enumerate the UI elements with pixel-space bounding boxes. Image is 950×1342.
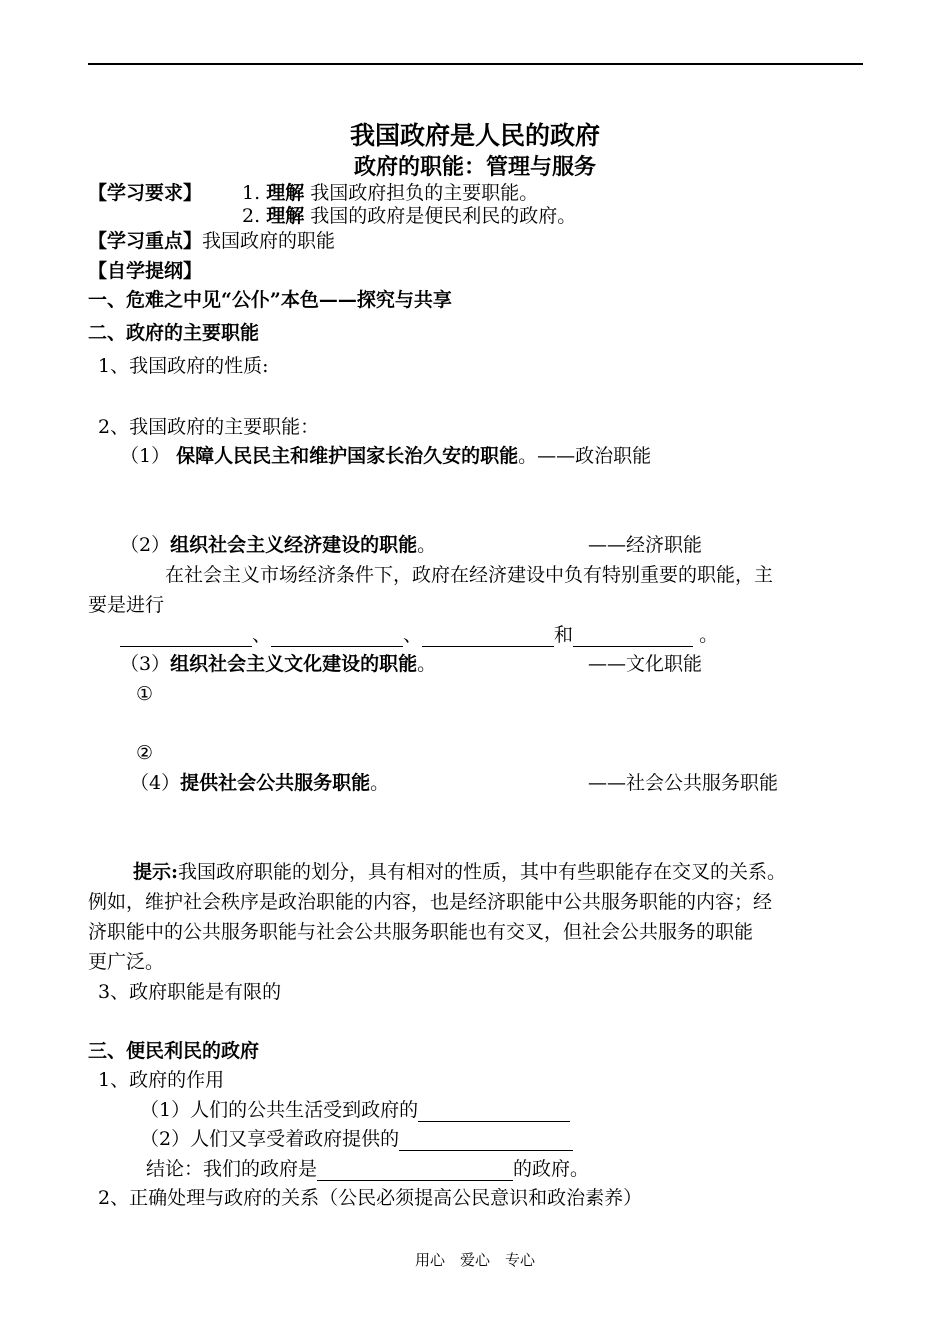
section3-item2: 2、正确处理与政府的关系（公民必须提高公民意识和政治素养） [98, 1187, 643, 1209]
hint-line4: 更广泛。 [88, 951, 165, 973]
requirement-num: 1. [242, 182, 261, 204]
conclusion-text: 结论：我们的政府是 [146, 1158, 318, 1180]
fill-blank[interactable] [120, 628, 252, 647]
function-public-service-tag: ——社会公共服务职能 [588, 772, 779, 794]
period: 。 [699, 624, 719, 646]
page-footer: 用心 爱心 专心 [414, 1251, 535, 1269]
function-economic-tag: ——经济职能 [588, 534, 703, 556]
requirement-text: 我国政府担负的主要职能。 [310, 182, 539, 204]
section3-item1: 1、政府的作用 [98, 1069, 225, 1091]
function-political [120, 444, 651, 468]
circle-item-1: ① [136, 683, 154, 705]
section3-heading: 三、便民利民的政府 [88, 1040, 260, 1062]
requirement-item [242, 181, 538, 205]
section2-item3: 3、政府职能是有限的 [98, 981, 282, 1003]
hint-line3: 济职能中的公共服务职能与社会公共服务职能也有交叉，但社会公共服务的职能 [88, 921, 754, 943]
fill-blank[interactable] [271, 628, 403, 647]
fill-blank[interactable] [317, 1162, 513, 1181]
economic-blanks [120, 623, 718, 647]
economic-paragraph-line1: 在社会主义市场经济条件下，政府在经济建设中负有特别重要的职能，主 [165, 564, 774, 586]
function-end: 。 [417, 653, 437, 675]
header-rule [88, 63, 863, 65]
function-cultural [120, 652, 436, 676]
requirement-num: 2. [242, 205, 261, 227]
hint-text: 我国政府职能的划分，具有相对的性质，其中有些职能存在交叉的关系。 [178, 861, 787, 883]
section1-heading: 一、危难之中见“公仆”本色——探究与共享 [88, 289, 452, 311]
hint-line1 [133, 860, 786, 884]
requirement-verb: 理解 [266, 205, 305, 227]
section2-heading: 二、政府的主要职能 [88, 322, 260, 344]
function-end: 。 [417, 534, 437, 556]
function-cultural-tag: ——文化职能 [588, 653, 703, 675]
fill-blank[interactable] [573, 628, 693, 647]
outline-label: 【自学提纲】 [88, 260, 203, 282]
fill-blank[interactable] [399, 1132, 573, 1151]
focus-line [88, 229, 335, 253]
function-title: 保障人民民主和维护国家长治久安的职能 [176, 445, 519, 467]
section3-conclusion [146, 1157, 589, 1181]
requirements-label: 【学习要求】 [88, 182, 203, 204]
separator: 和 [554, 624, 574, 646]
section3-sub2 [140, 1127, 573, 1151]
focus-label: 【学习重点】 [88, 230, 203, 252]
focus-text: 我国政府的职能 [202, 230, 336, 252]
function-economic [120, 533, 436, 557]
section2-item2: 2、我国政府的主要职能： [98, 416, 320, 438]
function-title: 组织社会主义经济建设的职能 [170, 534, 418, 556]
hint-line2: 例如，维护社会秩序是政治职能的内容，也是经济职能中公共服务职能的内容；经 [88, 891, 773, 913]
function-public-service [130, 771, 389, 795]
function-title: 组织社会主义文化建设的职能 [170, 653, 418, 675]
separator: 、 [403, 624, 423, 646]
sub-text: （2）人们又享受着政府提供的 [140, 1128, 400, 1150]
function-num: （4） [130, 772, 181, 794]
circle-item-2: ② [136, 742, 154, 764]
function-end: 。 [370, 772, 390, 794]
requirement-verb: 理解 [266, 182, 305, 204]
section3-sub1 [140, 1098, 570, 1122]
economic-paragraph-line2: 要是进行 [88, 594, 165, 616]
fill-blank[interactable] [422, 628, 554, 647]
page-title: 我国政府是人民的政府 [349, 121, 600, 150]
fill-blank[interactable] [418, 1103, 570, 1122]
function-title: 提供社会公共服务职能 [180, 772, 371, 794]
conclusion-text: 的政府。 [513, 1158, 590, 1180]
function-num: （2） [120, 534, 171, 556]
separator: 、 [252, 624, 272, 646]
function-num: （3） [120, 653, 171, 675]
requirement-item [242, 204, 576, 228]
hint-label: 提示: [133, 861, 179, 883]
requirement-text: 我国的政府是便民利民的政府。 [310, 205, 577, 227]
function-num: （1） [120, 445, 171, 467]
page-subtitle: 政府的职能：管理与服务 [353, 154, 596, 180]
sub-text: （1）人们的公共生活受到政府的 [140, 1099, 419, 1121]
section2-item1: 1、我国政府的性质: [98, 355, 269, 377]
function-tag: 。——政治职能 [518, 445, 652, 467]
